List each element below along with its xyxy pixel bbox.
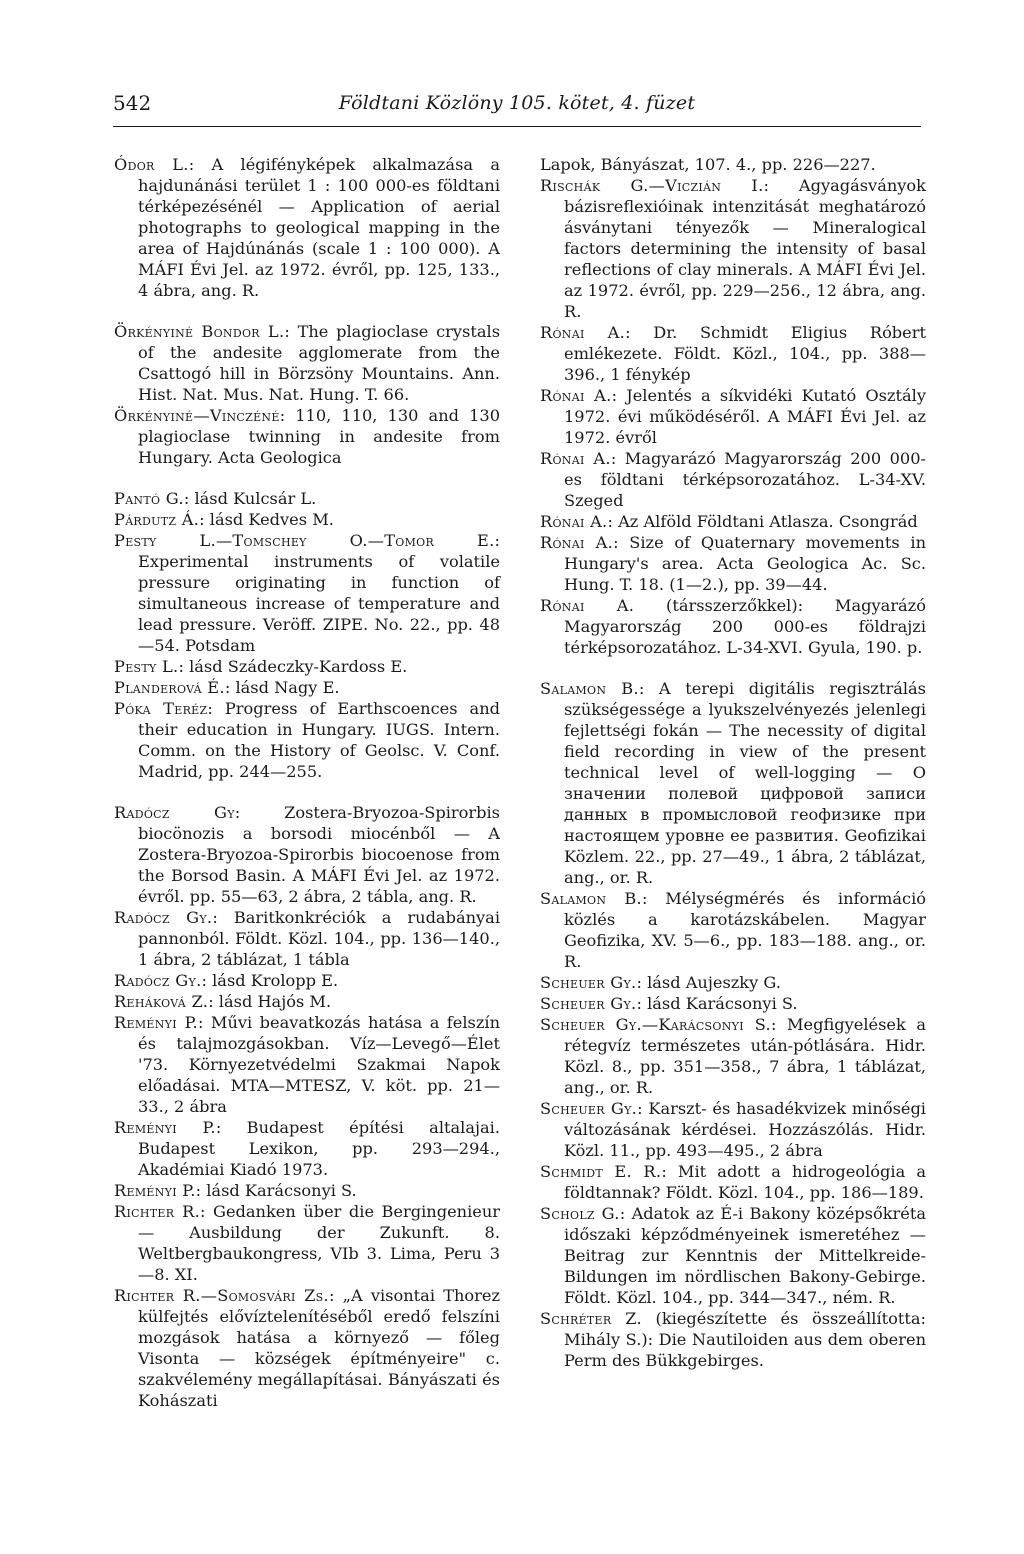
bibliography-entry bbox=[540, 385, 926, 448]
left-column bbox=[114, 154, 500, 1411]
entry-author: Salamon B. bbox=[540, 889, 642, 908]
entry-author: Pesty L.—Tomschey O.—Tomor E. bbox=[114, 531, 495, 550]
entry-author: Rónai A. bbox=[540, 386, 612, 405]
entry-text: : lásd Hajós M. bbox=[208, 992, 332, 1011]
entry-author: Pantó G. bbox=[114, 489, 184, 508]
bibliography-entry bbox=[114, 677, 500, 698]
entry-author: Scheuer Gy. bbox=[540, 973, 637, 992]
entry-author: Póka Teréz bbox=[114, 699, 208, 718]
bibliography-entry bbox=[114, 1117, 500, 1180]
bibliography-entry bbox=[114, 991, 500, 1012]
entry-text: : lásd Kedves M. bbox=[199, 510, 334, 529]
entry-author: Párdutz Á. bbox=[114, 510, 200, 529]
entry-author: Rischák G.—Viczián I. bbox=[540, 176, 764, 195]
bibliography-entry bbox=[540, 1014, 926, 1098]
entry-text: : lásd Nagy E. bbox=[224, 678, 340, 697]
entry-text: (kiegészítette és összeállította: Mihály S.): Die Nautiloiden aus dem oberen Perm des Bükkgebirges. bbox=[564, 1309, 926, 1370]
entry-text: : Jelentés a síkvidéki Kutató Osztály 1972. évi működéséről. A MÁFI Évi Jel. az 1972. évről bbox=[564, 386, 926, 447]
entry-text: : Művi beavatkozás hatása a felszín és talajmozgásokban. Víz—Levegő—Élet '73. Környezetvédelmi Szakmai Napok előadásai. MTA—MTESZ, V. köt. pp. 21—33., 2 ábra bbox=[138, 1013, 500, 1116]
entry-text: : „A visontai Thorez külfejtés elővíztelenítéséből eredő felszíni mozgások hatása a környező — főleg Visonta — községek építményeire" c. szakvélemény megállapításai. Bányászati és Kohászati bbox=[138, 1286, 501, 1410]
entry-text: : Size of Quaternary movements in Hungary's area. Acta Geologica Ac. Sc. Hung. T. 18. (1—2.), pp. 39—44. bbox=[564, 533, 926, 594]
entry-text: : Baritkonkréciók a rudabányai pannonból. Földt. Közl. 104., pp. 136—140., 1 ábra, 2 táblázat, 1 tábla bbox=[138, 908, 500, 969]
entry-author: Schréter Z. bbox=[540, 1309, 642, 1328]
entry-text: : Mit adott a hidrogeológia a földtannak? Földt. Közl. 104., pp. 186—189. bbox=[564, 1162, 926, 1202]
bibliography-entry bbox=[540, 1308, 926, 1371]
entry-author: Reháková Z. bbox=[114, 992, 209, 1011]
entry-author: Ódor L. bbox=[114, 155, 189, 174]
entry-text: : Az Alföld Földtani Atlasza. Csongrád bbox=[607, 512, 918, 531]
bibliography-entry bbox=[114, 1201, 500, 1285]
page-header bbox=[113, 92, 921, 127]
entry-text: : lásd Karácsonyi S. bbox=[195, 1181, 357, 1200]
right-column bbox=[540, 154, 926, 1371]
bibliography-entry bbox=[114, 970, 500, 991]
entry-author: Reményi P. bbox=[114, 1013, 198, 1032]
bibliography-entry bbox=[114, 656, 500, 677]
entry-text: : Magyarázó Magyarország 200 000-es földtani térképsorozatához. L-34-XV. Szeged bbox=[564, 449, 926, 510]
entry-author: Planderová É. bbox=[114, 678, 225, 697]
entry-text: : A légifényképek alkalmazása a hajdunánási terület 1 : 100 000-es földtani térképezésénél — Application of aerial photographs to geological mapping in the area of Hajdúnánás (scale 1 : 100 000). A MÁFI Évi Jel. az 1972. évről, pp. 125, 133., 4 ábra, ang. R. bbox=[138, 155, 501, 300]
bibliography-entry bbox=[114, 154, 500, 301]
entry-author: Salamon B. bbox=[540, 679, 639, 698]
bibliography-entry bbox=[114, 1285, 500, 1411]
bibliography-entry bbox=[114, 1180, 500, 1201]
bibliography-entry bbox=[114, 907, 500, 970]
entry-text: : Megfigyelések a rétegvíz természetes után-pótlására. Hidr. Közl. 8., pp. 351—358., 7 ábra, 1 táblázat, ang., or. R. bbox=[564, 1015, 926, 1097]
entry-author: Reményi P. bbox=[114, 1181, 196, 1200]
entry-text: : Gedanken über die Bergingenieur — Ausbildung der Zukunft. 8. Weltbergbaukongress, VIb 3. Lima, Peru 3—8. XI. bbox=[138, 1202, 500, 1284]
bibliography-entry bbox=[114, 405, 500, 468]
entry-text: : lásd Kulcsár L. bbox=[183, 489, 317, 508]
bibliography-entry bbox=[540, 532, 926, 595]
entry-text: : lásd Aujeszky G. bbox=[636, 973, 781, 992]
bibliography-entry bbox=[540, 175, 926, 322]
entry-author: Radócz Gy. bbox=[114, 908, 213, 927]
bibliography-entry bbox=[540, 595, 926, 658]
entry-text: Lapok, Bányászat, 107. 4., pp. 226—227. bbox=[540, 155, 876, 174]
entry-author: Richter R.—Somosvári Zs. bbox=[114, 1286, 329, 1305]
entry-author: Rónai A. bbox=[540, 512, 608, 531]
entry-author: Scheuer Gy.—Karácsonyi S. bbox=[540, 1015, 771, 1034]
entry-author: Rónai A. bbox=[540, 596, 635, 615]
entry-author: Pesty L. bbox=[114, 657, 179, 676]
entry-text: : lásd Szádeczky-Kardoss E. bbox=[178, 657, 408, 676]
bibliography-entry bbox=[114, 509, 500, 530]
bibliography-entry bbox=[540, 1098, 926, 1161]
entry-text: : Karszt- és hasadékvizek minőségi változásának kérdései. Hozzászólás. Hidr. Közl. 11., pp. 493—495., 2 ábra bbox=[564, 1099, 926, 1160]
entry-author: Scholz G. bbox=[540, 1204, 620, 1223]
entry-text: (társszerzőkkel): Magyarázó Magyarország 200 000-es földrajzi térképsorozatához. L-34-XVI. Gyula, 190. p. bbox=[564, 596, 926, 657]
entry-author: Scheuer Gy. bbox=[540, 1099, 638, 1118]
entry-text: : lásd Krolopp E. bbox=[201, 971, 339, 990]
bibliography-entry bbox=[540, 511, 926, 532]
bibliography-entry bbox=[540, 972, 926, 993]
journal-title: Földtani Közlöny 105. kötet, 4. füzet bbox=[338, 92, 696, 114]
bibliography-entry bbox=[540, 448, 926, 511]
entry-text: : Progress of Earthscoences and their education in Hungary. IUGS. Intern. Comm. on the History of Geolsc. V. Conf. Madrid, pp. 244—255. bbox=[138, 699, 500, 781]
entry-text: : Dr. Schmidt Eligius Róbert emlékezete. Földt. Közl., 104., pp. 388—396., 1 fénykép bbox=[564, 323, 926, 384]
entry-text: : 110, 110, 130 and 130 plagioclase twinning in andesite from Hungary. Acta Geologica bbox=[138, 406, 500, 467]
entry-author: Örkényiné—Vinczéné bbox=[114, 406, 280, 425]
entry-text: : Budapest építési altalajai. Budapest Lexikon, pp. 293—294., Akadémiai Kiadó 1973. bbox=[138, 1118, 500, 1179]
bibliography-entry bbox=[114, 1012, 500, 1117]
entry-author: Rónai A. bbox=[540, 449, 611, 468]
entry-text: : The plagioclase crystals of the andesite agglomerate from the Csattogó hill in Börzsöny Mountains. Ann. Hist. Nat. Mus. Nat. Hung. T. 66. bbox=[138, 322, 500, 404]
entry-author: Scheuer Gy. bbox=[540, 994, 637, 1013]
entry-author: Radócz Gy bbox=[114, 803, 235, 822]
bibliography-entry bbox=[114, 530, 500, 656]
bibliography-entry bbox=[540, 993, 926, 1014]
entry-author: Rónai A. bbox=[540, 533, 614, 552]
entry-author: Richter R. bbox=[114, 1202, 201, 1221]
entry-author: Schmidt E. R. bbox=[540, 1162, 662, 1181]
bibliography-entry bbox=[540, 322, 926, 385]
bibliography-entry bbox=[114, 698, 500, 782]
entry-text: : Agyagásványok bázisreflexióinak intenzitását meghatározó ásványtani tényezők — Mineralogical factors determining the intensity of basal reflections of clay minerals. A MÁFI Évi Jel. az 1972. évről, pp. 229—256., 12 ábra, ang. R. bbox=[564, 176, 926, 321]
entry-text: : Experimental instruments of volatile pressure originating in function of simultaneous increase of temperature and lead pressure. Veröff. ZIPE. No. 22., pp. 48—54. Potsdam bbox=[138, 531, 500, 655]
entry-text: : Adatok az É-i Bakony középsőkréta időszaki képződményeinek ismeretéhez — Beitrag zur Kenntnis der Mittelkreide-Bildungen im nördlischen Bakony-Gebirge. Földt. Közl. 104., pp. 344—347., ném. R. bbox=[564, 1204, 926, 1307]
entry-author: Rónai A. bbox=[540, 323, 626, 342]
bibliography-entry bbox=[114, 802, 500, 907]
bibliography-entry bbox=[540, 1161, 926, 1203]
page-number: 542 bbox=[113, 91, 152, 115]
entry-text: : Mélységmérés és információ közlés a karotázskábelen. Magyar Geofizika, XV. 5—6., pp. 183—188. ang., or. R. bbox=[564, 889, 926, 971]
bibliography-entry bbox=[540, 1203, 926, 1308]
bibliography-entry bbox=[114, 321, 500, 405]
entry-author: Radócz Gy. bbox=[114, 971, 202, 990]
bibliography-entry bbox=[540, 888, 926, 972]
entry-text: : Zostera-Bryozoa-Spirorbis biocönozis a borsodi miocénből — A Zostera-Bryozoa-Spirorbis biocoenose from the Borsod Basin. A MÁFI Évi Jel. az 1972. évről. pp. 55—63, 2 ábra, 2 tábla, ang. R. bbox=[138, 803, 500, 906]
bibliography-entry bbox=[114, 488, 500, 509]
bibliography-entry bbox=[540, 154, 926, 175]
entry-author: Reményi P. bbox=[114, 1118, 216, 1137]
entry-author: Örkényiné Bondor L. bbox=[114, 322, 285, 341]
entry-text: : A terepi digitális regisztrálás szükségessége a lyukszelvényezés jelenlegi fejlettségi fokán — The necessity of digital field recording in view of the present technical level of well-logging — О значении полевой цифровой записи данных в промысловой геофизике при настоящем уровне ее развития. Geofizikai Közlem. 22., pp. 27—49., 1 ábra, 2 táblázat, ang., or. R. bbox=[564, 679, 926, 887]
entry-text: : lásd Karácsonyi S. bbox=[636, 994, 798, 1013]
bibliography-entry bbox=[540, 678, 926, 888]
